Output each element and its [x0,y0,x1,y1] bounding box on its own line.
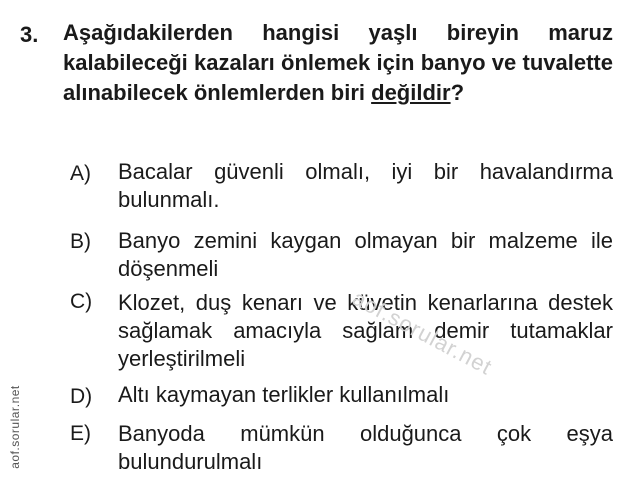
option-d-text[interactable]: Altı kaymayan terlikler kullanılmalı [118,382,450,407]
question-number: 3. [20,22,39,47]
option-a-text[interactable]: Bacalar güvenli olmalı, iyi bir havalandırma bulunmalı. [118,159,613,212]
option-e-letter[interactable]: E) [70,422,91,445]
option-a-letter[interactable]: A) [70,162,91,185]
option-b-letter[interactable]: B) [70,230,91,253]
diagonal-watermark: aof.sorular.net [348,285,497,380]
question-mark: ? [450,80,465,105]
option-b-text[interactable]: Banyo zemini kaygan olmayan bir malzeme ile döşenmeli [118,228,613,281]
option-c-text[interactable]: Klozet, duş kenarı ve küvetin kenarlarına destek sağlamak amacıyla sağlam demir tutamaklar yerleştirilmeli [118,290,613,371]
side-watermark: aof.sorular.net [8,385,22,469]
option-e-text[interactable]: Banyoda mümkün olduğunca çok eşya bulundurulmalı [118,421,613,474]
question-stem [63,18,613,108]
option-c-letter[interactable]: C) [70,290,93,313]
question-stem-text: Aşağıdakilerden hangisi yaşlı bireyin maruz kalabileceği kazaları önlemek için banyo ve tuvalette alınabilecek önlemlerden biri [63,20,613,105]
option-d-letter[interactable]: D) [70,385,93,408]
question-negative-word: değildir [371,80,451,105]
